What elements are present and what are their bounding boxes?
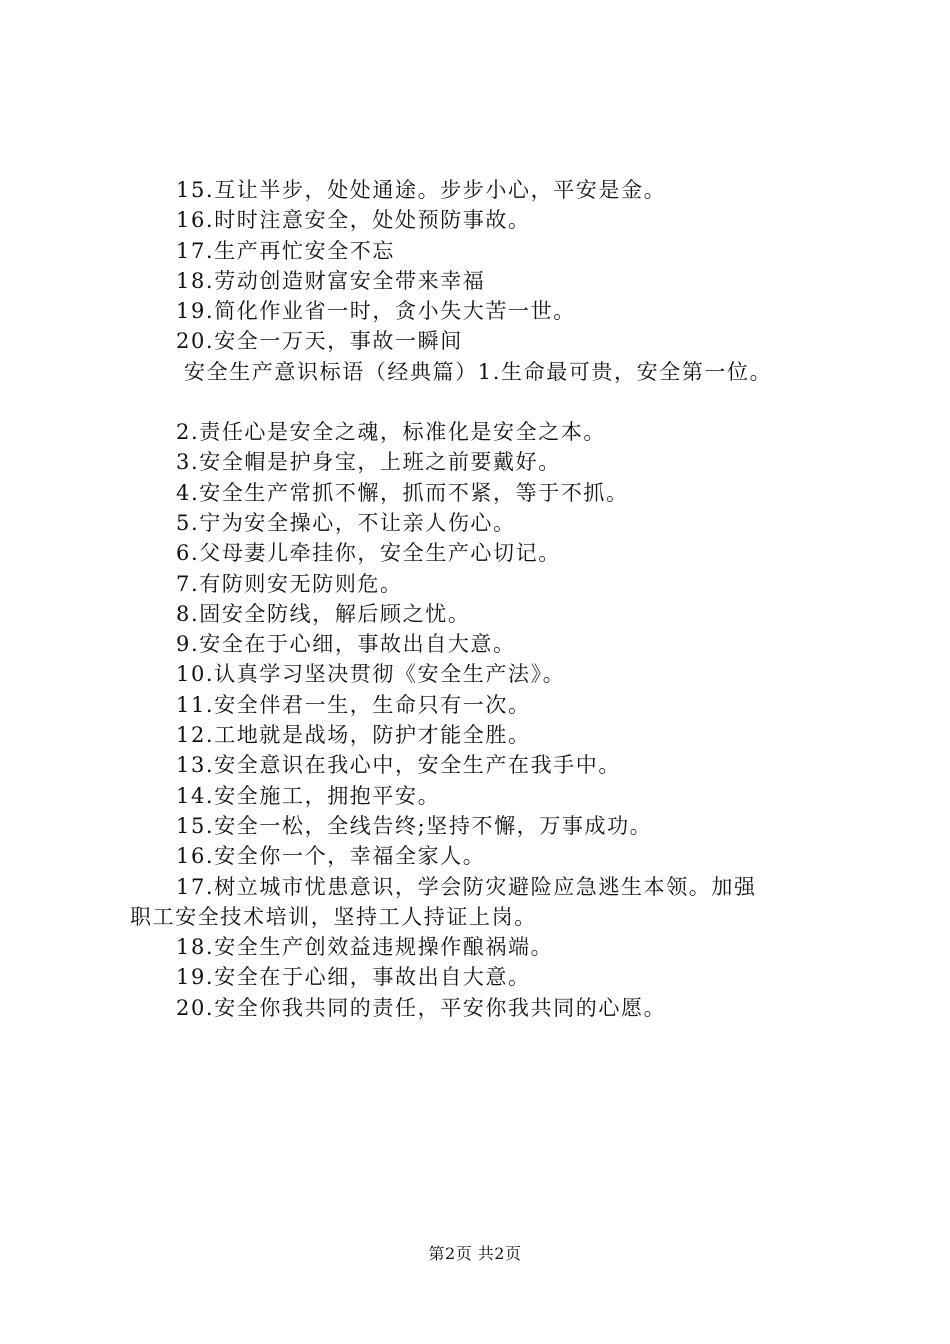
list-item: 4.安全生产常抓不懈，抓而不紧，等于不抓。	[176, 480, 629, 505]
list-item: 10.认真学习坚决贯彻《安全生产法》。	[176, 662, 566, 687]
list-item: 7.有防则安无防则危。	[176, 571, 403, 596]
list-item: 9.安全在于心细，事故出自大意。	[176, 632, 516, 657]
list-item: 20.安全一万天，事故一瞬间	[176, 329, 463, 354]
list-item: 16.时时注意安全，处处预防事故。	[176, 208, 531, 233]
list-item: 5.宁为安全操心，不让亲人伤心。	[176, 510, 516, 535]
list-item-continuation: 职工安全技术培训，坚持工人持证上岗。	[130, 904, 537, 929]
list-item: 3.安全帽是护身宝，上班之前要戴好。	[176, 450, 561, 475]
list-item: 19.安全在于心细，事故出自大意。	[176, 965, 531, 990]
section-heading-line: 安全生产意识标语（经典篇）1.生命最可贵，安全第一位。	[184, 359, 773, 384]
list-item: 17.生产再忙安全不忘	[176, 238, 395, 263]
blank-line	[0, 387, 950, 417]
page-footer: 第2页 共2页	[428, 1244, 522, 1263]
list-item: 14.安全施工，拥抱平安。	[176, 783, 441, 808]
list-item: 17.树立城市忧患意识，学会防灾避险应急逃生本领。加强	[176, 874, 757, 899]
list-item: 19.简化作业省一时，贪小失大苦一世。	[176, 299, 576, 324]
list-item: 2.责任心是安全之魂，标准化是安全之本。	[176, 420, 607, 445]
list-item: 18.安全生产创效益违规操作酿祸端。	[176, 935, 554, 960]
list-item: 6.父母妻儿牵挂你，安全生产心切记。	[176, 541, 561, 566]
list-item: 15.互让半步，处处通途。步步小心，平安是金。	[176, 178, 667, 202]
list-item: 18.劳动创造财富安全带来幸福	[176, 268, 486, 293]
slogan-list	[0, 175, 950, 1023]
list-item: 12.工地就是战场，防护才能全胜。	[176, 723, 531, 748]
list-item: 8.固安全防线，解后顾之忧。	[176, 601, 471, 626]
list-item: 16.安全你一个，幸福全家人。	[176, 844, 486, 869]
list-item: 20.安全你我共同的责任，平安你我共同的心愿。	[176, 995, 667, 1020]
list-item: 15.安全一松，全线告终;坚持不懈，万事成功。	[176, 813, 653, 838]
list-item: 13.安全意识在我心中，安全生产在我手中。	[176, 753, 621, 778]
list-item: 11.安全伴君一生，生命只有一次。	[176, 692, 531, 717]
